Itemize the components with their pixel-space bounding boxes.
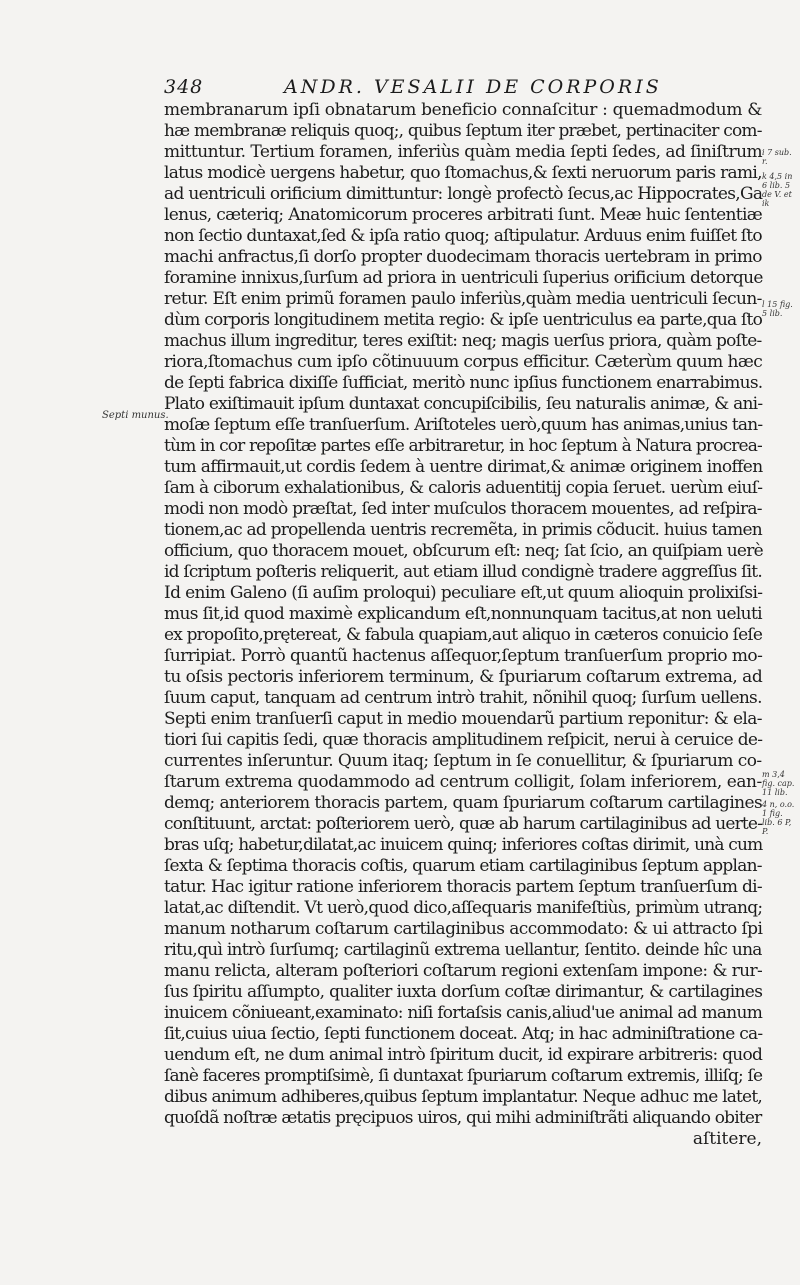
text-line: ad uentriculi orificium dimittuntur: longè profectò ſecus,ac Hippocrates,Ga: [164, 184, 763, 204]
text-line: id ſcriptum poſteris reliquerit, aut etiam illud condignè tradere aggreſſus ſit.: [164, 562, 762, 582]
text-line: modi non modò præſtat, ſed inter muſculos thoracem mouentes, ad reſpira-: [164, 499, 762, 519]
text-line: ex propoſito,prętereat, & fabula quapiam,aut aliquo in cæteros conuicio ſeſe: [164, 625, 763, 645]
text-line: ſus ſpiritu aſſumpto, qualiter iuxta dorſum coſtæ dirimantur, & cartilagines: [164, 982, 763, 1002]
text-line: uendum eſt, ne dum animal intrò ſpiritum ducit, id expirare arbitreris: quod: [164, 1045, 763, 1065]
text-line: officium, quo thoracem mouet, obſcurum eſt: neq; ſat ſcio, an quiſpiam uerè: [164, 541, 763, 561]
body-text: [164, 100, 764, 1150]
text-line: moſæ ſeptum eſſe tranſuerſum. Ariſtoteles uerò,quum has animas,unius tan-: [164, 415, 763, 435]
margin-note-k: k 4,5 in 6 lib. 5 de V. et ik: [762, 172, 793, 208]
text-line: manu relicta, alteram poſteriori coſtarum regioni extenſam impone: & rur-: [164, 961, 763, 981]
text-line: mus ſit,id quod maximè explicandum eſt,nonnunquam tacitus,at non ueluti: [164, 604, 762, 624]
running-title: ANDR. VESALII DE CORPORIS: [284, 76, 662, 98]
text-line: Plato exiſtimauit ipſum duntaxat concupiſcibilis, ſeu naturalis animæ, & ani-: [164, 394, 763, 414]
text-line: hæ membranæ reliquis quoq;, quibus ſeptum iter præbet, pertinaciter com-: [164, 121, 762, 141]
margin-note-l: l 15 fig. 5 lib.: [762, 300, 793, 318]
text-line: machus illum ingreditur, teres exiſtit: neq; magis uerſus priora, quàm poſte-: [164, 331, 762, 351]
text-line: tu oſsis pectoris inferiorem terminum, & ſpuriarum coſtarum extrema, ad: [164, 667, 763, 687]
margin-note-n: 4 n, o.o. 1 fig. lib. 6 P, P.: [762, 800, 795, 836]
margin-note-m: m 3,4 fig. cap. 11 lib.: [762, 770, 795, 797]
text-line: de ſepti fabrica dixiſſe ſufficiat, meritò nunc ipſius functionem enarrabimus.: [164, 373, 763, 393]
text-line: tum affirmauit,ut cordis ſedem à uentre dirimat,& animæ originem inoffen: [164, 457, 763, 477]
text-line: ſanè faceres promptiſsimè, ſi duntaxat ſpuriarum coſtarum extremis, illiſq; ſe: [164, 1066, 763, 1086]
text-line: machi anfractus,ſi dorſo propter duodecimam thoracis uertebram in primo: [164, 247, 762, 267]
text-line: ſit,cuius uiua ſectio, ſepti functionem doceat. Atq; in hac adminiſtratione ca-: [164, 1024, 763, 1044]
margin-note-i: i 7 sub. r.: [762, 148, 792, 166]
text-line: dibus animum adhiberes,quibus ſeptum implantatur. Neque adhuc me latet,: [164, 1087, 762, 1107]
text-line: riora,ſtomachus cum ipſo cõtinuuum corpus efficitur. Cæterùm quum hæc: [164, 352, 763, 372]
text-line: tiori ſui capitis ſedi, quæ thoracis amplitudinem reſpicit, nerui à ceruice de-: [164, 730, 763, 750]
text-line: mittuntur. Tertium foramen, inferiùs quàm media ſepti ſedes, ad ſiniſtrum: [164, 142, 763, 162]
text-line: demq; anteriorem thoracis partem, quam ſpuriarum coſtarum cartilagines: [164, 793, 763, 813]
text-line: Id enim Galeno (ſi auſim proloqui) peculiare eſt,ut quum alioquin prolixiſsi-: [164, 583, 763, 603]
text-line: ſexta & ſeptima thoracis coſtis, quarum etiam cartilaginibus ſeptum applan-: [164, 856, 762, 876]
text-line: tionem,ac ad propellenda uentris recremẽta, in primis cõducit. huius tamen: [164, 520, 762, 540]
text-line: latat,ac diſtendit. Vt uerò,quod dico,aſſequaris manifeſtiùs, primùm utranq;: [164, 898, 763, 918]
text-line: Septi enim tranſuerſi caput in medio mouendarũ partium reponitur: & ela-: [164, 709, 762, 729]
text-line: dùm corporis longitudinem metita regio: & ipſe uentriculus ea parte,qua ſto: [164, 310, 763, 330]
text-line: currentes inſeruntur. Quum itaq; ſeptum in ſe conuellitur, & ſpuriarum co-: [164, 751, 762, 771]
text-line: foramine innixus,ſurſum ad priora in uentriculi ſuperius orificium detorque: [164, 268, 763, 288]
text-line: inuicem cõniueant,examinato: niſi fortaſsis canis,aliud'ue animal ad manum: [164, 1003, 763, 1023]
text-line: aſtitere,: [692, 1129, 762, 1149]
page-header: [164, 76, 764, 98]
text-line: ſurripiat. Porrò quantũ hactenus aſſequor,ſeptum tranſuerſum proprio mo-: [164, 646, 763, 666]
text-line: lenus, cæteriq; Anatomicorum proceres arbitrati ſunt. Meæ huic ſententiæ: [164, 205, 763, 225]
text-line: membranarum ipſi obnatarum beneficio connaſcitur : quemadmodum &: [164, 100, 762, 120]
text-line: quoſdã noſtræ ætatis pręcipuos uiros, qui mihi adminiſtrãti aliquando obiter: [164, 1108, 762, 1128]
text-line: conſtituunt, arctat: poſteriorem uerò, quæ ab harum cartilaginibus ad uerte-: [164, 814, 763, 834]
text-line: latus modicè uergens habetur, quo ſtomachus,& ſexti neruorum paris rami,: [164, 163, 762, 183]
side-note-septi-munus: Septi munus.: [102, 410, 169, 421]
text-line: tatur. Hac igitur ratione inferiorem thoracis partem ſeptum tranſuerſum di-: [164, 877, 762, 897]
page-number: 348: [164, 76, 204, 98]
text-line: ſtarum extrema quodammodo ad centrum colligit, ſolam inferiorem, ean-: [164, 772, 762, 792]
text-line: non ſectio duntaxat,ſed & ipſa ratio quoq; aſtipulatur. Arduus enim fuiſſet ſto: [164, 226, 762, 246]
text-line: ritu,quì intrò ſurſumq; cartilaginũ extrema uellantur, ſentito. deinde hîc una: [164, 940, 762, 960]
text-line: tùm in cor repoſitæ partes eſſe arbitraretur, in hoc ſeptum à Natura procrea-: [164, 436, 762, 456]
text-line: manum notharum coſtarum cartilaginibus accommodato: & ui attracto ſpi: [164, 919, 763, 939]
text-line: retur. Eſt enim primũ foramen paulo inferiùs,quàm media uentriculi ſecun-: [164, 289, 762, 309]
text-line: ſuum caput, tanquam ad centrum intrò trahit, nõnihil quoq; ſurſum uellens.: [164, 688, 762, 708]
text-line: ſam à ciborum exhalationibus, & caloris aduentitij copia ſeruet. uerùm eiuſ-: [164, 478, 763, 498]
text-line: bras uſq; habetur,dilatat,ac inuicem quinq; inferiores coſtas dirimit, unà cum: [164, 835, 763, 855]
